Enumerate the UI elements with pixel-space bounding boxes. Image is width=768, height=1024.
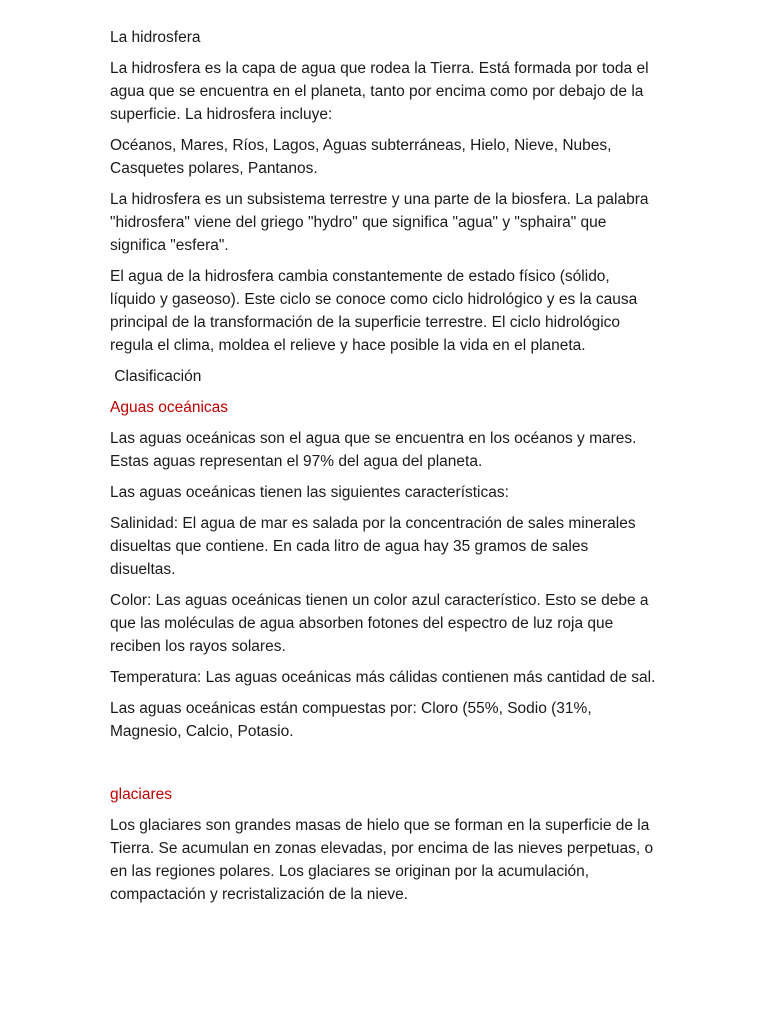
oceanic-salinity: Salinidad: El agua de mar es salada por la concentración de sales minerales disueltas que contiene. En cada litro de agua hay 35 gramos de sales disueltas. (110, 515, 636, 578)
oceanic-characteristics-intro: Las aguas oceánicas tienen las siguientes características: (110, 484, 509, 501)
oceanic-definition: Las aguas oceánicas son el agua que se encuentra en los océanos y mares. Estas aguas representan el 97% del agua del planeta. (110, 430, 637, 470)
oceanic-temperature: Temperatura: Las aguas oceánicas más cálidas contienen más cantidad de sal. (110, 669, 656, 686)
subsystem-paragraph: La hidrosfera es un subsistema terrestre y una parte de la biosfera. La palabra "hidrosfera" viene del griego "hydro" que significa "agua" y "sphaira" que significa "esfera". (110, 191, 649, 254)
glaciers-definition: Los glaciares son grandes masas de hielo que se forman en la superficie de la Tierra. Se acumulan en zonas elevadas, por encima de las nieves perpetuas, o en las regiones polares. Los glaciares se originan por la acumulación, compactación y recristalización de la nieve. (110, 817, 654, 903)
blank-line (110, 751, 658, 783)
glaciers-heading: glaciares (110, 786, 173, 803)
intro-paragraph: La hidrosfera es la capa de agua que rodea la Tierra. Está formada por toda el agua que se encuentra en el planeta, tanto por encima como por debajo de la superficie. La hidrosfera incluye: (110, 60, 649, 123)
oceanic-heading: Aguas oceánicas (110, 399, 229, 416)
classification-heading: Clasificación (110, 368, 202, 385)
oceanic-composition: Las aguas oceánicas están compuestas por: Cloro (55%, Sodio (31%, Magnesio, Calcio, Potasio. (110, 700, 592, 740)
document-title: La hidrosfera (110, 29, 201, 46)
document-page (110, 26, 658, 914)
includes-paragraph: Océanos, Mares, Ríos, Lagos, Aguas subterráneas, Hielo, Nieve, Nubes, Casquetes polares, Pantanos. (110, 137, 612, 177)
cycle-paragraph: El agua de la hidrosfera cambia constantemente de estado físico (sólido, líquido y gaseoso). Este ciclo se conoce como ciclo hidrológico y es la causa principal de la transformación de la superficie terrestre. El ciclo hidrológico regula el clima, moldea el relieve y hace posible la vida en el planeta. (110, 268, 638, 354)
oceanic-color: Color: Las aguas oceánicas tienen un color azul característico. Esto se debe a que las moléculas de agua absorben fotones del espectro de luz roja que reciben los rayos solares. (110, 592, 649, 655)
